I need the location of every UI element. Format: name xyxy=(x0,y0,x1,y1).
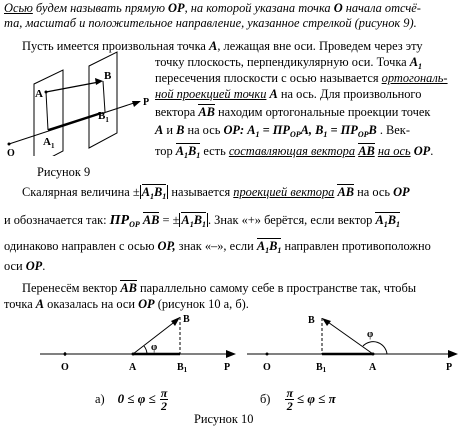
figure-10b-diagram xyxy=(247,312,467,378)
label-b-b: B xyxy=(308,315,315,326)
label-a1: $A_1$ xyxy=(43,136,55,150)
condition-b-fraction: $\frac{\pi}{2}$ xyxy=(286,385,293,413)
point-o-b xyxy=(266,353,269,356)
label-b-a: B xyxy=(183,314,190,325)
para2-line-4: оси OP. xyxy=(4,259,46,273)
axis-arrowhead-b xyxy=(448,350,458,358)
para3-line-1: Перенесём вектор AB параллельно самому себе в пространстве так, чтобы xyxy=(22,281,417,295)
condition-b-label: б) xyxy=(260,391,271,406)
para1-line-5: вектора AB находим ортогональные проекции точек xyxy=(155,105,431,119)
label-b1: $B_1$ xyxy=(98,110,109,124)
para1-line-3: пересечения плоскости с осью называется ортогональ- xyxy=(155,71,448,85)
plane-b xyxy=(89,52,117,148)
angle-arc-b xyxy=(363,342,387,354)
condition-b xyxy=(260,386,336,412)
axis-arrowhead-a xyxy=(226,350,236,358)
axis-definition-line-2: та, масштаб и положительное направление, указанное стрелкой (рисунок 9). xyxy=(4,16,417,30)
condition-a-fraction: $\frac{\pi}{2}$ xyxy=(160,385,168,413)
label-phi-b: φ xyxy=(367,329,374,340)
figure-10a-diagram xyxy=(40,312,240,378)
label-b1-a: $B_1$ xyxy=(177,362,188,374)
para2-line-3: одинаково направлен с осью OP, знак «–», если $A_1B_1$ направлен противоположно xyxy=(4,239,431,255)
label-o-b: O xyxy=(263,362,271,373)
figure-9-diagram xyxy=(0,44,160,156)
label-a: A xyxy=(35,88,43,100)
para1-line-7: тор $A_1B_1$ есть составляющая вектора AB на ось OP. xyxy=(155,144,434,160)
point-a xyxy=(45,91,48,94)
para2-line-2: и обозначается так: $ПР_{OP}$ AB = ± $A_1B_1$ . Знак «+» берётся, если вектор $A_1B_1$ xyxy=(4,213,400,229)
label-o: O xyxy=(7,148,15,156)
vector-ab-b-arrowhead xyxy=(322,318,331,326)
para1-line-4: ной проекцией точки A на ось. Для произвольного xyxy=(155,87,422,101)
para1-line-6: A и B на ось OP: $A_1 = ПР_{OP}A$, $B_1 = ПР_{OP}B$ . Век- xyxy=(155,123,410,139)
figure-10-caption: Рисунок 10 xyxy=(194,412,254,426)
vector-ab-b xyxy=(325,320,373,354)
label-o-a: O xyxy=(61,362,69,373)
label-phi-a: φ xyxy=(151,342,158,353)
projection-b xyxy=(103,81,105,112)
para1-line-2: точку плоскость, перпендикулярную оси. Точка $A_1$ xyxy=(155,55,423,71)
label-a-b: A xyxy=(369,362,377,373)
label-b: B xyxy=(104,70,112,82)
para3-line-2: точка A оказалась на оси OP (рисунок 10 а, б). xyxy=(4,297,249,311)
label-a-a: A xyxy=(129,362,137,373)
point-o-a xyxy=(64,353,67,356)
label-p: P xyxy=(143,97,150,108)
vector-ab-arrowhead xyxy=(95,78,103,85)
vector-ab xyxy=(46,82,99,92)
label-p-b: P xyxy=(446,362,453,373)
point-a-a xyxy=(132,353,135,356)
label-p-a: P xyxy=(224,362,231,373)
para1-line-1: Пусть имеется произвольная точка A, лежащая вне оси. Проведем через эту xyxy=(22,39,423,53)
vector-ab-a-arrowhead xyxy=(171,317,180,326)
condition-b-rhs: ≤ φ ≤ π xyxy=(297,391,336,406)
axis-arrowhead xyxy=(132,101,141,107)
condition-a-lhs: 0 ≤ φ ≤ xyxy=(117,391,156,406)
point-a-b xyxy=(372,353,375,356)
label-b1-b: $B_1$ xyxy=(316,362,327,374)
projection-a xyxy=(46,92,48,130)
para2-line-1: Скалярная величина ± $A_1B_1$ называется проекцией вектора AB на ось OP xyxy=(22,185,410,201)
vector-a1b1 xyxy=(48,113,101,130)
condition-a xyxy=(95,386,168,412)
axis-definition-line-1: Осью будем называть прямую OP, на которой указана точка O начала отсчё- xyxy=(4,1,421,15)
condition-a-label: а) xyxy=(95,391,105,406)
point-o xyxy=(8,143,11,146)
figure-9-caption: Рисунок 9 xyxy=(37,165,91,179)
